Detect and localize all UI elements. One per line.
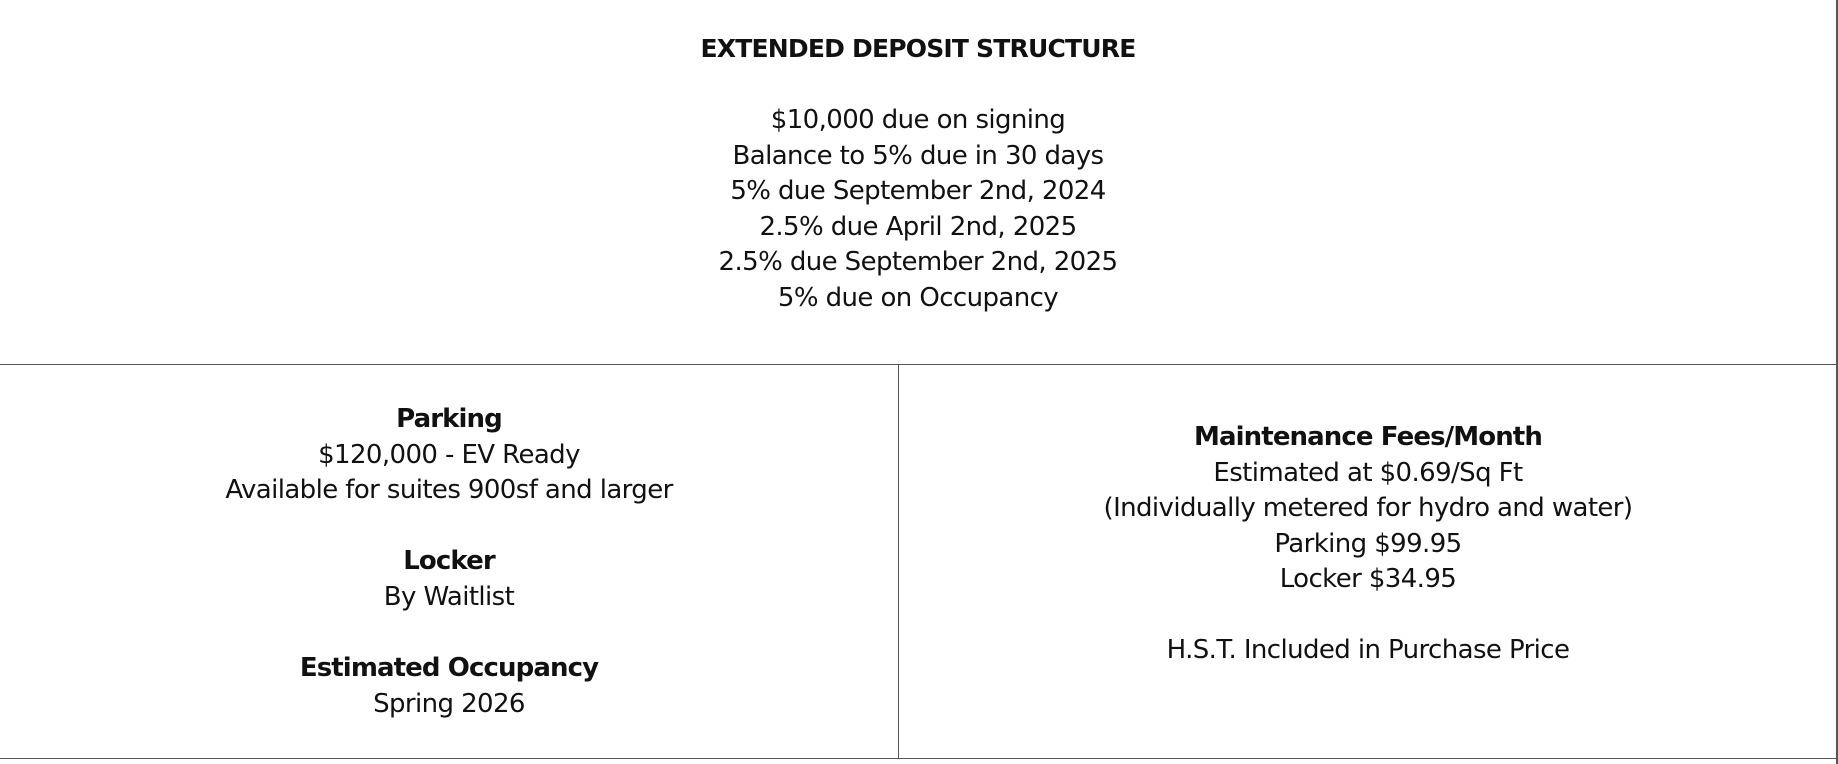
deposit-structure-section bbox=[0, 0, 1836, 365]
fees-parking: Parking $99.95 bbox=[1274, 528, 1462, 559]
locker-info bbox=[0, 544, 898, 615]
parking-info bbox=[0, 402, 898, 509]
deposit-line-30-days: Balance to 5% due in 30 days bbox=[732, 140, 1104, 171]
parking-heading: Parking bbox=[396, 404, 502, 434]
maintenance-fees-heading: Maintenance Fees/Month bbox=[1194, 422, 1542, 452]
deposit-structure-title: EXTENDED DEPOSIT STRUCTURE bbox=[700, 34, 1136, 63]
locker-heading: Locker bbox=[403, 546, 495, 576]
maintenance-fees-section bbox=[900, 365, 1836, 759]
parking-price: $120,000 - EV Ready bbox=[318, 439, 580, 470]
locker-value: By Waitlist bbox=[383, 581, 515, 612]
deposit-line-apr-2025: 2.5% due April 2nd, 2025 bbox=[759, 211, 1077, 242]
occupancy-heading: Estimated Occupancy bbox=[299, 653, 599, 683]
fees-locker: Locker $34.95 bbox=[1279, 564, 1457, 594]
fees-metering-note: (Individually metered for hydro and water) bbox=[1103, 493, 1633, 523]
deposit-line-signing: $10,000 due on signing bbox=[770, 105, 1066, 135]
occupancy-value: Spring 2026 bbox=[373, 688, 525, 719]
maintenance-fees-info bbox=[900, 420, 1836, 598]
deposit-line-occupancy: 5% due on Occupancy bbox=[777, 282, 1059, 313]
deposit-schedule bbox=[0, 103, 1836, 316]
parking-note: Available for suites 900sf and larger bbox=[225, 475, 673, 505]
deposit-line-sep-2024: 5% due September 2nd, 2024 bbox=[730, 176, 1106, 206]
hst-note: H.S.T. Included in Purchase Price bbox=[1166, 635, 1570, 665]
deposit-line-sep-2025: 2.5% due September 2nd, 2025 bbox=[718, 247, 1118, 277]
amenities-section bbox=[0, 365, 899, 759]
bottom-divider bbox=[0, 758, 1836, 759]
fees-estimate: Estimated at $0.69/Sq Ft bbox=[1213, 457, 1523, 488]
occupancy-info bbox=[0, 651, 898, 722]
